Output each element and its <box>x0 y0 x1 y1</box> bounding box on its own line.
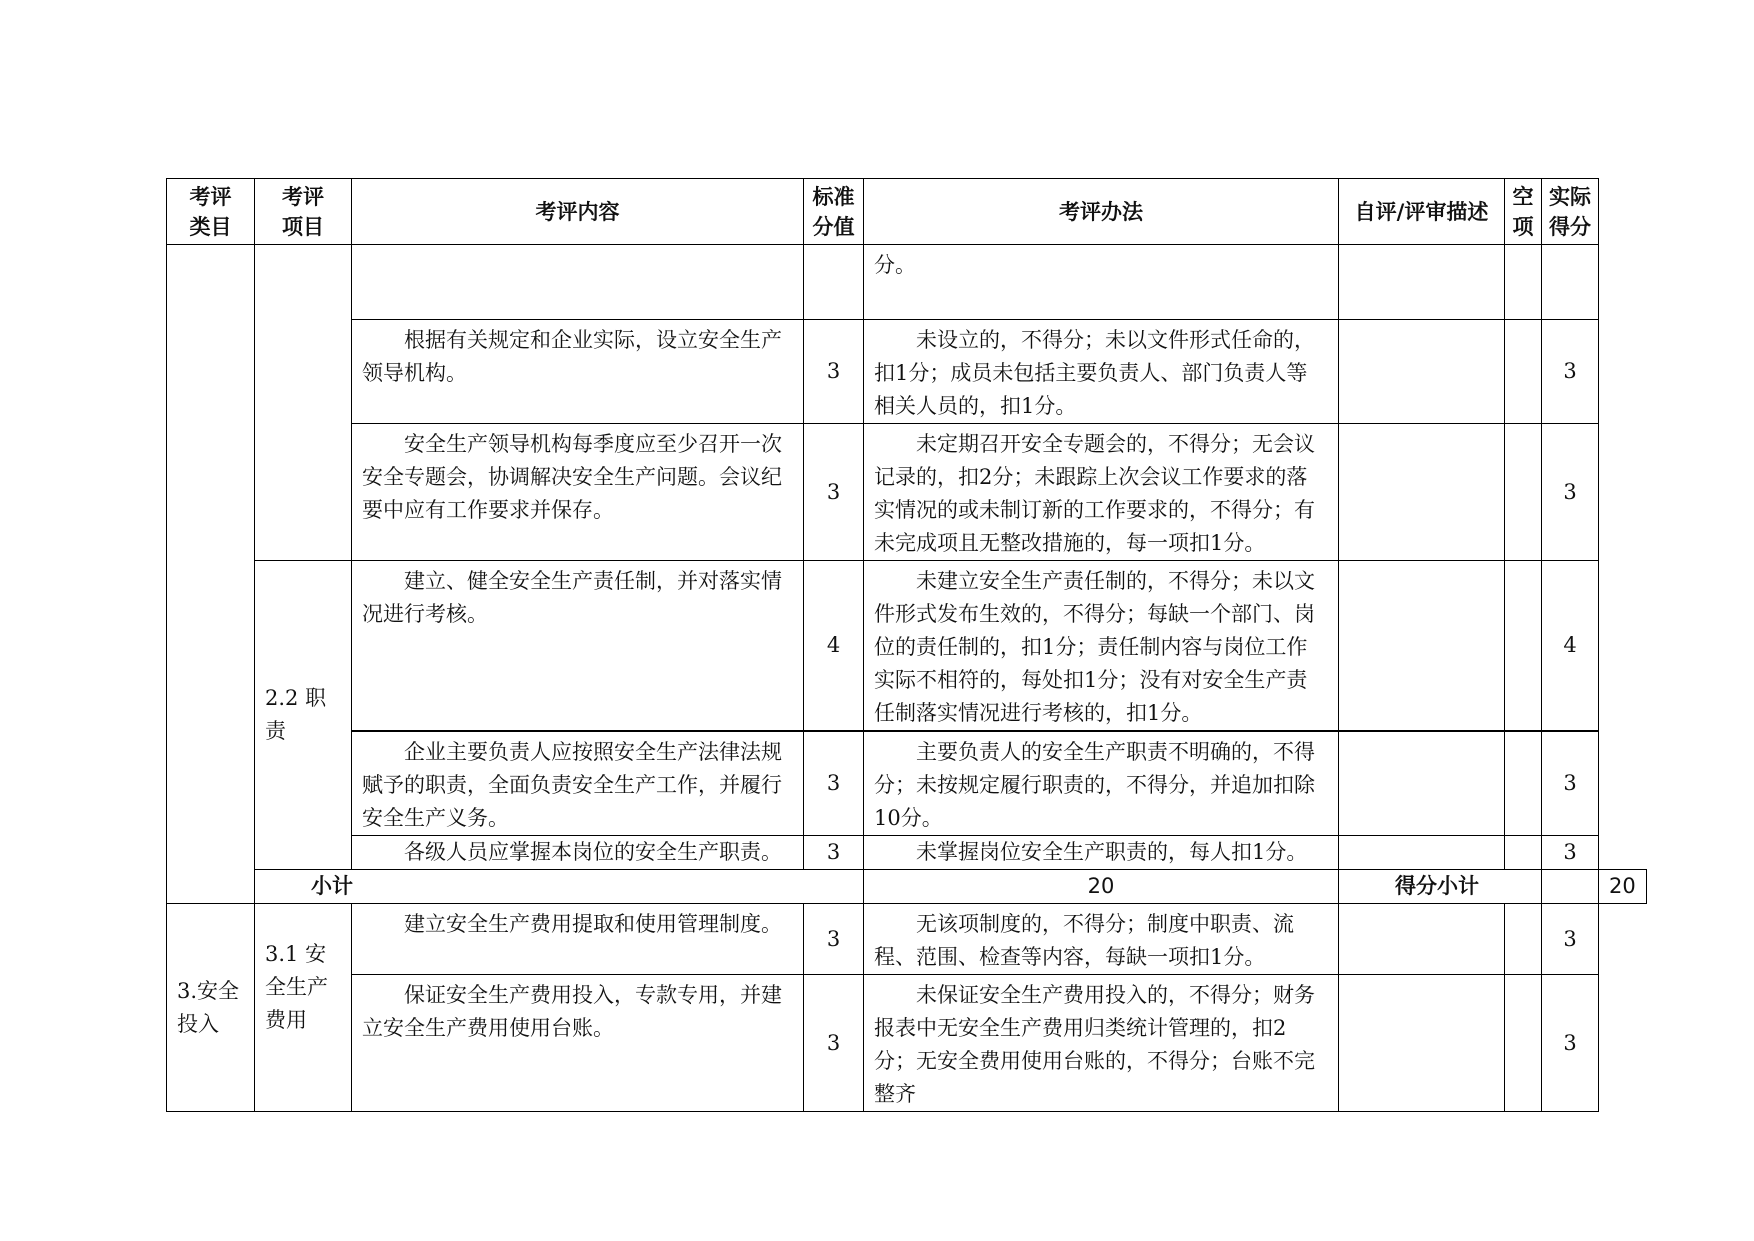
category-3-cell: 3.安全投入 <box>167 904 255 1112</box>
method-cell: 未保证安全生产费用投入的，不得分；财务报表中无安全生产费用归类统计管理的，扣2分；无安全费用使用台账的，不得分；台账不完整齐 <box>864 975 1339 1112</box>
header-standard-score: 标准 分值 <box>804 179 864 245</box>
method-cell: 未掌握岗位安全生产职责的，每人扣1分。 <box>864 836 1339 870</box>
header-content: 考评内容 <box>352 179 804 245</box>
actual-score-cell: 3 <box>1542 904 1599 975</box>
table-row <box>167 561 1647 732</box>
self-evaluation-cell <box>1339 424 1505 561</box>
table-row <box>167 245 1647 320</box>
actual-score-cell: 3 <box>1542 320 1599 424</box>
standard-score-cell: 3 <box>804 424 864 561</box>
content-cell: 根据有关规定和企业实际，设立安全生产领导机构。 <box>352 320 804 424</box>
standard-score-cell: 3 <box>804 320 864 424</box>
not-applicable-cell <box>1505 975 1542 1112</box>
standard-score-cell: 3 <box>804 904 864 975</box>
content-cell: 各级人员应掌握本岗位的安全生产职责。 <box>352 836 804 870</box>
not-applicable-cell <box>1505 904 1542 975</box>
method-cell: 主要负责人的安全生产职责不明确的，不得分；未按规定履行职责的，不得分，并追加扣除10分。 <box>864 731 1339 836</box>
table-row <box>167 904 1647 975</box>
content-cell: 保证安全生产费用投入，专款专用，并建立安全生产费用使用台账。 <box>352 975 804 1112</box>
evaluation-table <box>166 178 1647 1112</box>
subtotal-actual-score: 20 <box>1599 870 1647 904</box>
method-cell: 分。 <box>864 245 1339 320</box>
method-cell: 未定期召开安全专题会的，不得分；无会议记录的，扣2分；未跟踪上次会议工作要求的落实情况的或未制订新的工作要求的，不得分；有未完成项且无整改措施的，每一项扣1分。 <box>864 424 1339 561</box>
standard-score-cell: 3 <box>804 836 864 870</box>
header-not-applicable: 空 项 <box>1505 179 1542 245</box>
table-row <box>167 731 1647 836</box>
self-evaluation-cell <box>1339 245 1505 320</box>
content-cell: 建立安全生产费用提取和使用管理制度。 <box>352 904 804 975</box>
actual-score-cell: 3 <box>1542 975 1599 1112</box>
method-cell: 无该项制度的，不得分；制度中职责、流程、范围、检查等内容，每缺一项扣1分。 <box>864 904 1339 975</box>
standard-score-cell: 4 <box>804 561 864 732</box>
not-applicable-cell <box>1505 561 1542 732</box>
self-evaluation-cell <box>1339 561 1505 732</box>
table-row <box>167 836 1647 870</box>
not-applicable-cell <box>1505 731 1542 836</box>
subtotal-standard-score: 20 <box>864 870 1339 904</box>
category-cell <box>167 245 255 904</box>
actual-score-cell <box>1542 245 1599 320</box>
content-cell: 安全生产领导机构每季度应至少召开一次安全专题会，协调解决安全生产问题。会议纪要中应有工作要求并保存。 <box>352 424 804 561</box>
header-self-evaluation: 自评/评审描述 <box>1339 179 1505 245</box>
self-evaluation-cell <box>1339 731 1505 836</box>
not-applicable-cell <box>1505 320 1542 424</box>
actual-score-cell: 3 <box>1542 836 1599 870</box>
not-applicable-cell <box>1505 245 1542 320</box>
self-evaluation-cell <box>1339 836 1505 870</box>
standard-score-cell: 3 <box>804 975 864 1112</box>
not-applicable-cell <box>1505 836 1542 870</box>
content-cell: 建立、健全安全生产责任制，并对落实情况进行考核。 <box>352 561 804 732</box>
subtotal-row <box>167 870 1647 904</box>
self-evaluation-cell <box>1339 975 1505 1112</box>
not-applicable-cell <box>1505 424 1542 561</box>
standard-score-cell <box>804 245 864 320</box>
header-method: 考评办法 <box>864 179 1339 245</box>
table-row <box>167 320 1647 424</box>
item-cell <box>255 245 352 561</box>
header-item: 考评 项目 <box>255 179 352 245</box>
score-subtotal-label: 得分小计 <box>1339 870 1542 904</box>
table-row <box>167 424 1647 561</box>
header-category: 考评 类目 <box>167 179 255 245</box>
method-cell: 未建立安全生产责任制的，不得分；未以文件形式发布生效的，不得分；每缺一个部门、岗位的责任制的，扣1分；责任制内容与岗位工作实际不相符的，每处扣1分；没有对安全生产责任制落实情况进行考核的，扣1分。 <box>864 561 1339 732</box>
item-2-2-cell: 2.2 职责 <box>255 561 352 870</box>
actual-score-cell: 4 <box>1542 561 1599 732</box>
item-3-1-cell: 3.1 安全生产费用 <box>255 904 352 1112</box>
actual-score-cell: 3 <box>1542 424 1599 561</box>
content-cell <box>352 245 804 320</box>
header-row <box>167 179 1647 245</box>
standard-score-cell: 3 <box>804 731 864 836</box>
actual-score-cell: 3 <box>1542 731 1599 836</box>
self-evaluation-cell <box>1339 320 1505 424</box>
subtotal-label: 小计 <box>255 870 864 904</box>
self-evaluation-cell <box>1339 904 1505 975</box>
table-row <box>167 975 1647 1112</box>
content-cell: 企业主要负责人应按照安全生产法律法规赋予的职责，全面负责安全生产工作，并履行安全生产义务。 <box>352 731 804 836</box>
subtotal-not-applicable <box>1542 870 1599 904</box>
method-cell: 未设立的，不得分；未以文件形式任命的，扣1分；成员未包括主要负责人、部门负责人等相关人员的，扣1分。 <box>864 320 1339 424</box>
header-actual-score: 实际 得分 <box>1542 179 1599 245</box>
